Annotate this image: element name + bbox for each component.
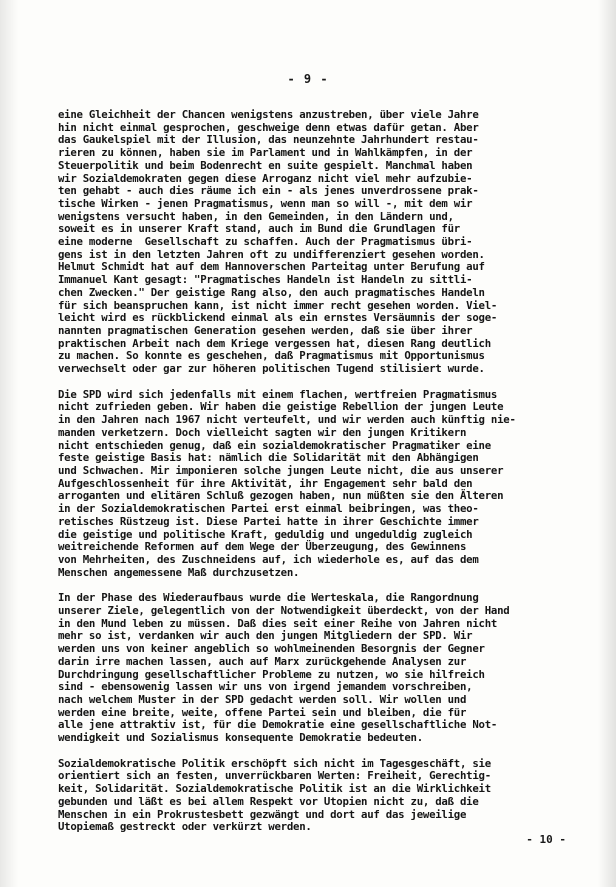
text-line: leicht wird es rückblickend einmal als ein ernstes Versäumnis der soge- bbox=[58, 311, 498, 325]
text-line: wendigkeit und Sozialismus konsequente Demokratie bedeuten. bbox=[58, 731, 423, 745]
text-line: weitreichende Reformen auf dem Wege der Überzeugung, des Gewinnens bbox=[58, 540, 467, 554]
text-line: werden eine breite, weite, offene Partei sein und bleiben, die für bbox=[58, 705, 467, 719]
body-text bbox=[58, 109, 570, 847]
text-line: in den Mund leben zu müssen. Daß dies seit einer Reihe von Jahren nicht bbox=[58, 616, 498, 630]
text-line: praktischen Arbeit nach dem Kriege vergessen hat, diesen Rang deutlich bbox=[58, 336, 491, 350]
text-line: gens ist in den letzten Jahren oft zu undifferenziert gesehen worden. bbox=[58, 247, 485, 261]
text-line: zu machen. So konnte es geschehen, daß Pragmatismus mit Opportunismus bbox=[58, 349, 485, 363]
text-line: arroganten und elitären Schluß gezogen haben, nun müßten sie den Älteren bbox=[58, 489, 504, 503]
text-line: Helmut Schmidt hat auf dem Hannoverschen Parteitag unter Berufung auf bbox=[58, 260, 485, 274]
text-line: das Gaukelspiel mit der Illusion, das neunzehnte Jahrhundert restau- bbox=[58, 133, 479, 147]
text-line: nach welchem Muster in der SPD gedacht werden soll. Wir wollen und bbox=[58, 692, 467, 706]
text-line: von Mehrheiten, des Zuschneidens auf, ich wiederhole es, auf das dem bbox=[58, 552, 479, 566]
text-line: in der Sozialdemokratischen Partei erst einmal beibringen, was theo- bbox=[58, 502, 479, 516]
text-line: rieren zu können, haben sie im Parlament und in Wahlkämpfen, in der bbox=[58, 146, 473, 160]
text-line: eine moderne Gesellschaft zu schaffen. Auch der Pragmatismus übri- bbox=[58, 235, 473, 249]
text-line: tische Wirken - jenen Pragmatismus, wenn man so will -, mit dem wir bbox=[58, 196, 473, 210]
text-line: Aufgeschlossenheit für ihre Aktivität, ihr Engagement sehr bald den bbox=[58, 476, 473, 490]
paragraph bbox=[58, 758, 570, 834]
text-line: wir Sozialdemokraten gegen diese Arroganz nicht viel mehr aufzubie- bbox=[58, 171, 473, 185]
text-line: Menschen angemessene Maß durchzusetzen. bbox=[58, 565, 300, 579]
paragraph bbox=[58, 389, 570, 580]
text-line: ten gehabt - auch dies räume ich ein - als jenes unverdrossene prak- bbox=[58, 184, 479, 198]
text-line: Immanuel Kant gesagt: "Pragmatisches Handeln ist Handeln zu sittli- bbox=[58, 273, 473, 287]
text-line: retisches Rüstzeug ist. Diese Partei hatte in ihrer Geschichte immer bbox=[58, 514, 479, 528]
text-line: alle jene attraktiv ist, für die Demokratie eine gesellschaftliche Not- bbox=[58, 718, 498, 732]
text-line: orientiert sich an festen, unverrückbaren Werten: Freiheit, Gerechtig- bbox=[58, 769, 491, 783]
text-line: für sich beanspruchen kann, ist nicht immer recht gesehen worden. Viel- bbox=[58, 298, 498, 312]
page-number: - 9 - bbox=[287, 72, 329, 86]
text-line: unserer Ziele, gelegentlich von der Notwendigkeit überdeckt, von der Hand bbox=[58, 604, 510, 618]
text-line: wenigstens versucht haben, in den Gemeinden, in den Ländern und, bbox=[58, 209, 454, 223]
text-line: sind - ebensowenig lassen wir uns von irgend jemandem vorschreiben, bbox=[58, 680, 473, 694]
text-line: verwechselt oder gar zur höheren politischen Tugend stilisiert wurde. bbox=[58, 362, 485, 376]
text-line: nicht entschieden genug, daß ein sozialdemokratischer Pragmatiker eine bbox=[58, 438, 491, 452]
text-line: die geistige und politische Kraft, geduldig und ungeduldig zugleich bbox=[58, 527, 473, 541]
text-line: nannten pragmatischen Generation gesehen werden, daß sie über ihrer bbox=[58, 323, 473, 337]
text-line: In der Phase des Wiederaufbaus wurde die Werteskala, die Rangordnung bbox=[58, 591, 479, 605]
text-line: Utopiemaß gestreckt oder verkürzt werden. bbox=[58, 820, 312, 834]
text-line: nicht zufrieden geben. Wir haben die geistige Rebellion der jungen Leute bbox=[58, 400, 504, 414]
paragraph bbox=[58, 109, 570, 376]
text-line: Steuerpolitik und beim Bodenrecht en suite gespielt. Manchmal haben bbox=[58, 158, 473, 172]
text-line: eine Gleichheit der Chancen wenigstens anzustreben, über viele Jahre bbox=[58, 108, 479, 121]
scan-edge-left bbox=[0, 0, 18, 887]
text-line: Sozialdemokratische Politik erschöpft sich nicht im Tagesgeschäft, sie bbox=[58, 756, 491, 770]
text-line: feste geistige Basis hat: nämlich die Solidarität mit den Abhängigen bbox=[58, 451, 479, 465]
text-line: hin nicht einmal gesprochen, geschweige denn etwas dafür getan. Aber bbox=[58, 120, 479, 134]
scan-edge-right bbox=[598, 0, 616, 887]
paragraph bbox=[58, 592, 570, 744]
text-line: soweit es in unserer Kraft stand, auch im Bund die Grundlagen für bbox=[58, 222, 460, 236]
text-line: Die SPD wird sich jedenfalls mit einem flachen, wertfreien Pragmatismus bbox=[58, 387, 498, 401]
text-line: manden verketzern. Doch vielleicht sagten wir den jungen Kritikern bbox=[58, 425, 467, 439]
text-line: gebunden und läßt es bei allem Respekt vor Utopien nicht zu, daß die bbox=[58, 794, 479, 808]
text-line: darin irre machen lassen, auch auf Marx zurückgehende Analysen zur bbox=[58, 654, 467, 668]
text-line: werden uns von keiner angeblich so wohlmeinenden Besorgnis der Gegner bbox=[58, 642, 485, 656]
text-line: keit, Solidarität. Sozialdemokratische Politik ist an die Wirklichkeit bbox=[58, 782, 491, 796]
text-line: in den Jahren nach 1967 nicht verteufelt, und wir werden auch künftig nie- bbox=[58, 413, 516, 427]
text-line: und Schwachen. Mir imponieren solche jungen Leute nicht, die aus unserer bbox=[58, 463, 504, 477]
text-line: Durchdringung gesellschaftlicher Probleme zu nutzen, wo sie hilfreich bbox=[58, 667, 485, 681]
next-page-marker: - 10 - bbox=[526, 833, 566, 846]
text-line: chen Zwecken." Der geistige Rang also, den auch pragmatisches Handeln bbox=[58, 285, 485, 299]
text-line: Menschen in ein Prokrustesbett gezwängt und dort auf das jeweilige bbox=[58, 807, 467, 821]
text-line: mehr so ist, verdanken wir auch den jungen Mitgliedern der SPD. Wir bbox=[58, 629, 473, 643]
